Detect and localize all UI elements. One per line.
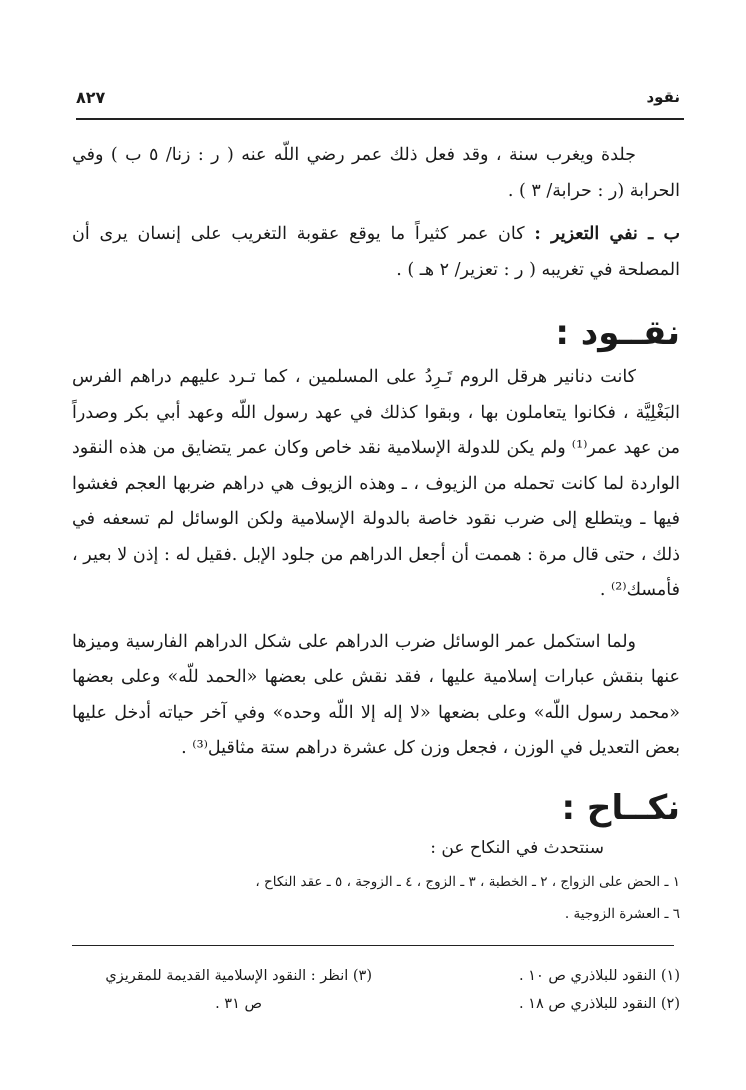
nafi-label: ب ـ نفي التعزير : [534,224,680,244]
running-title: نقود [646,88,680,106]
page-body [72,138,680,929]
nafi-text: كان عمر كثيراً ما يوقع عقوبة التغريب على إنسان يرى أن المصلحة في تغريبه ( ر : تعزير/ ٢ هـ ) . [72,224,680,280]
header-rule [76,118,684,120]
nuqud-paragraph-2: ولما استكمل عمر الوسائل ضرب الدراهم على شكل الدراهم الفارسية وميزها عنها بنقش عبارات إسلامية عليها ، فقد نقش على بعضها «الحمد للّه» وعلى بعضها «محمد رسول اللّه» وعلى بضعها «لا إله إلا اللّه وحده» وفي آخر حياته أدخل عليها بعض التعديل في الوزن ، فجعل وزن كل عشرة دراهم ستة مثاقيل⁽³⁾ . [72,631,680,758]
footnotes-right-column [380,962,680,1018]
footnote-3-continuation: ص ٣١ . [215,996,262,1012]
nikah-topics-line-2: ٦ ـ العشرة الزوجية . [564,905,680,922]
footnote-2: (٢) النقود للبلاذري ص ١٨ . [518,996,680,1012]
nuqud-paragraph-1: كانت دنانير هرقل الروم تَـرِدُ على المسلمين ، كما تـرد عليهم دراهم الفرس البَغْلِيَّة ، فكانوا يتعاملون بها ، وبقوا كذلك في عهد رسول اللّه وعهد أبي بكر وصدراً من عهد عمر⁽¹⁾ ولم يكن للدولة الإسلامية نقد خاص وكان عمر يتضايق من هذه النقود الواردة لما كانت تحمله من الزيوف ، ـ وهذه الزيوف هي دراهم ضربها العجم فغشوا فيها ـ ويتطلع إلى ضرب نقود خاصة بالدولة الإسلامية ولكن الوسائل لم تسعفه في ذلك ، حتى قال مرة : هممت أن أجعل الدراهم من جلود الإبل .فقيل له : إذن لا بعير ، فأمسك⁽²⁾ . [72,367,680,600]
page-number: ٨٢٧ [76,88,106,107]
section-heading-nikah: نكــاح : [561,787,680,828]
footnote-3: (٣) انظر : النقود الإسلامية القديمة للمقريزي [105,968,372,984]
intro-paragraph: جلدة ويغرب سنة ، وقد فعل ذلك عمر رضي اللّه عنه ( ر : زنا/ ٥ ب ) وفي الحرابة (ر : حرابة/ ٣ ) . [72,145,680,201]
footnote-1: (١) النقود للبلاذري ص ١٠ . [518,968,680,984]
footnotes-left-column [72,962,372,1018]
section-heading-nuqud: نقــود : [555,313,680,353]
nikah-intro: سنتحدث في النكاح عن : [430,837,604,858]
nikah-topics-line-1: ١ ـ الحض على الزواج ، ٢ ـ الخطبة ، ٣ ـ الزوج ، ٤ ـ الزوجة ، ٥ ـ عقد النكاح ، [255,873,680,890]
footnote-rule [72,945,674,946]
running-header [76,88,680,110]
footnotes [72,962,680,1022]
nafi-paragraph [72,217,680,288]
